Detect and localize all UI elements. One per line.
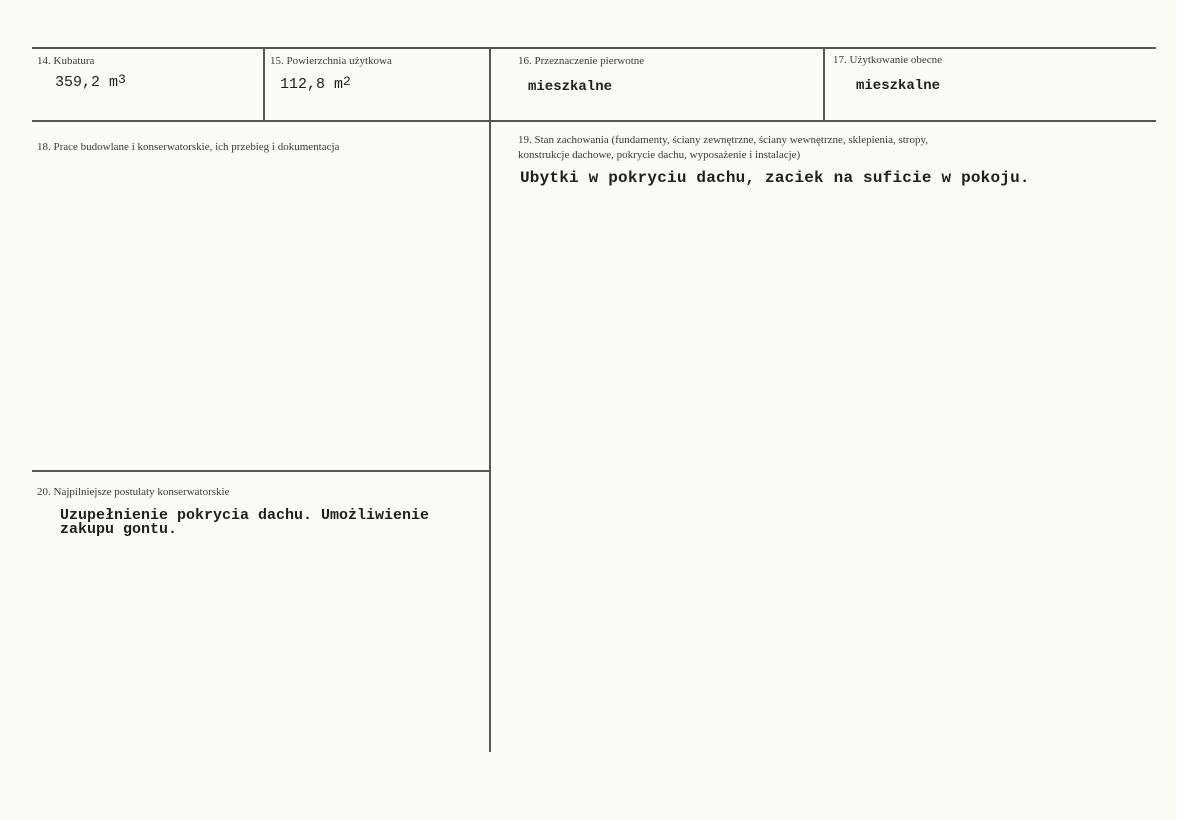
- field-14-value: [55, 74, 126, 91]
- field-15-value: [280, 76, 351, 93]
- field-19-label-line-2: konstrukcje dachowe, pokrycie dachu, wyposażenie i instalacje): [518, 149, 801, 161]
- field-20-value-line-1: Uzupełnienie pokrycia dachu. Umożliwienie: [60, 507, 430, 524]
- field-19-label-line-1: 19. Stan zachowania (fundamenty, ściany zewnętrzne, ściany wewnętrzne, sklepienia, stropy,: [518, 134, 929, 146]
- field-19-value: Ubytki w pokryciu dachu, zaciek na suficie w pokoju.: [520, 169, 1030, 187]
- field-16-label: 16. Przeznaczenie pierwotne: [518, 55, 645, 67]
- card-edge: [1176, 0, 1200, 820]
- field-16-value: mieszkalne: [528, 79, 613, 95]
- row-rule-2: [32, 470, 490, 472]
- col-rule-b: [489, 48, 491, 752]
- col-rule-c: [823, 48, 825, 120]
- top-rule: [32, 47, 1156, 49]
- field-14-label: 14. Kubatura: [37, 55, 95, 67]
- area-unit-exponent: 2: [343, 74, 351, 89]
- volume-unit-exponent: 3: [118, 72, 126, 87]
- area-value: 112,8 m: [280, 76, 344, 93]
- col-rule-a: [263, 48, 265, 120]
- field-20-label: 20. Najpilniejsze postulaty konserwatorskie: [37, 486, 230, 498]
- field-20-value-line-2: zakupu gontu.: [60, 521, 178, 538]
- field-18-label: 18. Prace budowlane i konserwatorskie, ich przebieg i dokumentacja: [37, 141, 340, 153]
- field-15-label: 15. Powierzchnia użytkowa: [270, 55, 392, 67]
- row-rule-1: [32, 120, 1156, 122]
- volume-value: 359,2 m: [55, 74, 119, 91]
- field-17-value: mieszkalne: [856, 78, 941, 94]
- field-17-label: 17. Użytkowanie obecne: [833, 54, 943, 66]
